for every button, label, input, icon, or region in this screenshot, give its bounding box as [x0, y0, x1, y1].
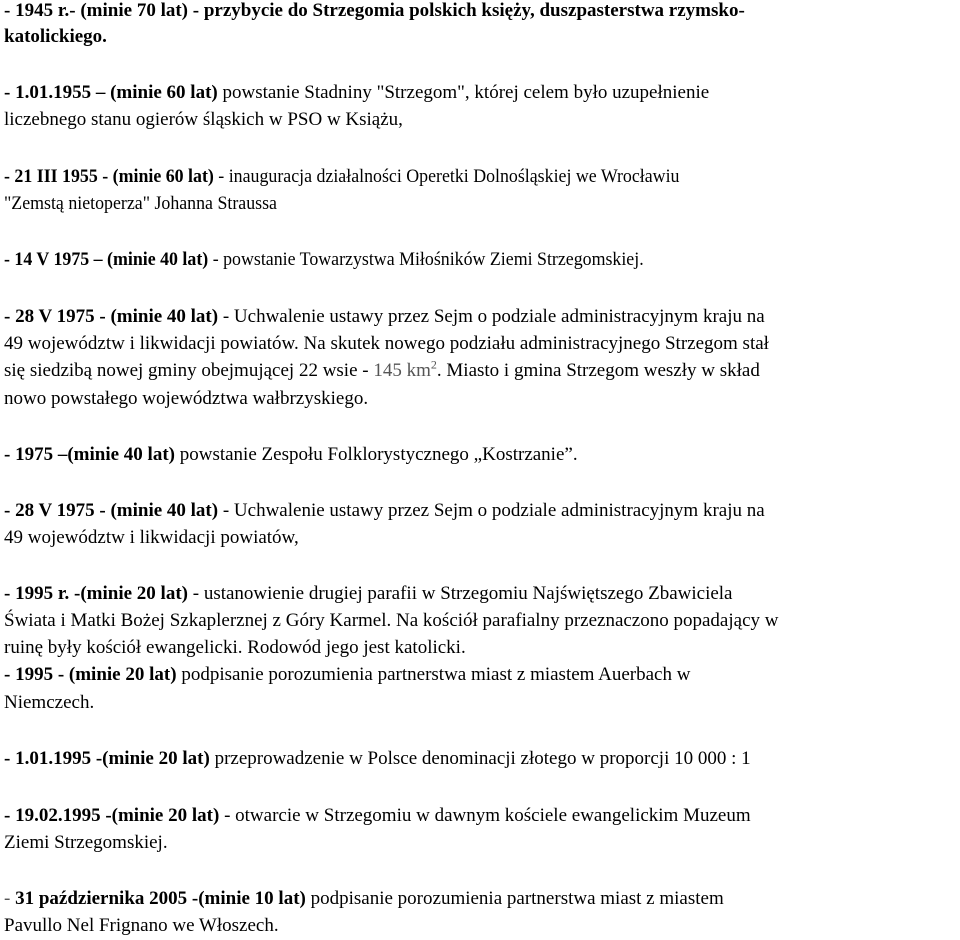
entry-10-text: przeprowadzenie w Polsce denominacji złotego w proporcji 10 000 : 1	[209, 748, 751, 769]
entry-12-line-2: Pavullo Nel Frignano we Włoszech.	[4, 915, 279, 936]
entry-5-text: - Uchwalenie ustawy przez Sejm o podziale administracyjnym kraju na	[218, 306, 765, 327]
entry-7-line-1	[4, 500, 765, 522]
entry-3-text-cont: "Zemstą nietoperza" Johanna Straussa	[4, 193, 277, 214]
entry-2-line-2: liczebnego stanu ogierów śląskich w PSO w Książu,	[4, 109, 403, 130]
entry-11-line-1	[4, 805, 751, 827]
entry-11-line-2: Ziemi Strzegomskiej.	[4, 832, 168, 853]
entry-2-line-1	[4, 82, 709, 104]
entry-5-line-4: nowo powstałego województwa wałbrzyskiego.	[4, 388, 369, 409]
entry-8-date: - 1995 r. -(minie 20 lat)	[4, 583, 188, 604]
entry-6-text: powstanie Zespołu Folklorystycznego „Kostrzanie”.	[174, 444, 578, 465]
entry-5-text-a: się siedzibą nowej gminy obejmującej 22 wsie -	[4, 360, 374, 381]
entry-7-text: - Uchwalenie ustawy przez Sejm o podziale administracyjnym kraju na	[218, 500, 765, 521]
entry-1-line-1	[4, 0, 745, 22]
entry-12-date: 31 października 2005 -(minie 10 lat)	[15, 888, 306, 909]
entry-5-area	[373, 357, 437, 381]
entry-8-text: - ustanowienie drugiej parafii w Strzegomiu Najświętszego Zbawiciela	[188, 583, 733, 604]
entry-10-date: - 1.01.1995 -(minie 20 lat)	[4, 748, 210, 769]
entry-10-line-1	[4, 748, 751, 770]
entry-7-date: - 28 V 1975 - (minie 40 lat)	[4, 500, 219, 521]
entry-4-line-1	[4, 249, 684, 271]
entry-8-line-2: Świata i Matki Bożej Szkaplerznej z Góry Karmel. Na kościół parafialny przeznaczono popadający w	[4, 610, 779, 631]
entry-2-date: - 1.01.1955 – (minie 60 lat)	[4, 82, 218, 103]
entry-9-line-1	[4, 664, 690, 686]
entry-2-text: powstanie Stadniny "Strzegom", której celem było uzupełnienie	[217, 82, 710, 103]
entry-3-text: - inauguracja działalności Operetki Dolnośląskiej we Wrocławiu	[213, 166, 680, 187]
entry-11-date: - 19.02.1995 -(minie 20 lat)	[4, 805, 220, 826]
entry-5-text-b: . Miasto i gmina Strzegom weszły w skład	[436, 360, 760, 381]
entry-1-line-2: katolickiego.	[4, 26, 107, 47]
entry-8-line-3: ruinę były kościół ewangelicki. Rodowód jego jest katolicki.	[4, 637, 466, 658]
entry-3-date: - 21 III 1955 - (minie 60 lat)	[4, 166, 214, 187]
area-superscript: 2	[430, 357, 437, 372]
entry-6-date: - 1975 –(minie 40 lat)	[4, 444, 175, 465]
entry-3-line-1	[4, 166, 723, 188]
entry-5-line-1	[4, 306, 765, 328]
entry-8-line-1	[4, 583, 733, 605]
entry-6-line-1	[4, 444, 578, 466]
entry-4-text: - powstanie Towarzystwa Miłośników Ziemi Strzegomskiej.	[208, 249, 644, 270]
entry-9-date: - 1995 - (minie 20 lat)	[4, 664, 177, 685]
entry-12-line-1	[4, 888, 724, 910]
entry-12-dash: -	[4, 888, 16, 909]
entry-3-line-2	[4, 193, 294, 215]
entry-4-date: - 14 V 1975 – (minie 40 lat)	[4, 249, 209, 270]
entry-5-line-3	[4, 357, 760, 382]
entry-12-text: podpisanie porozumienia partnerstwa miast z miastem	[305, 888, 724, 909]
entry-1-date: - 1945 r.	[4, 0, 70, 21]
entry-11-text: - otwarcie w Strzegomiu w dawnym kościele ewangelickim Muzeum	[219, 805, 751, 826]
entry-7-line-2: 49 województw i likwidacji powiatów,	[4, 527, 299, 548]
entry-1-text: - (minie 70 lat) - przybycie do Strzegomia polskich księży, duszpasterstwa rzymsko-	[69, 0, 745, 21]
entry-5-line-2: 49 województw i likwidacji powiatów. Na skutek nowego podziału administracyjnego Strzegom stał	[4, 333, 769, 354]
area-value: 145 km	[373, 360, 431, 381]
entry-9-line-2: Niemczech.	[4, 692, 95, 713]
entry-5-date: - 28 V 1975 - (minie 40 lat)	[4, 306, 219, 327]
entry-9-text: podpisanie porozumienia partnerstwa miast z miastem Auerbach w	[176, 664, 691, 685]
